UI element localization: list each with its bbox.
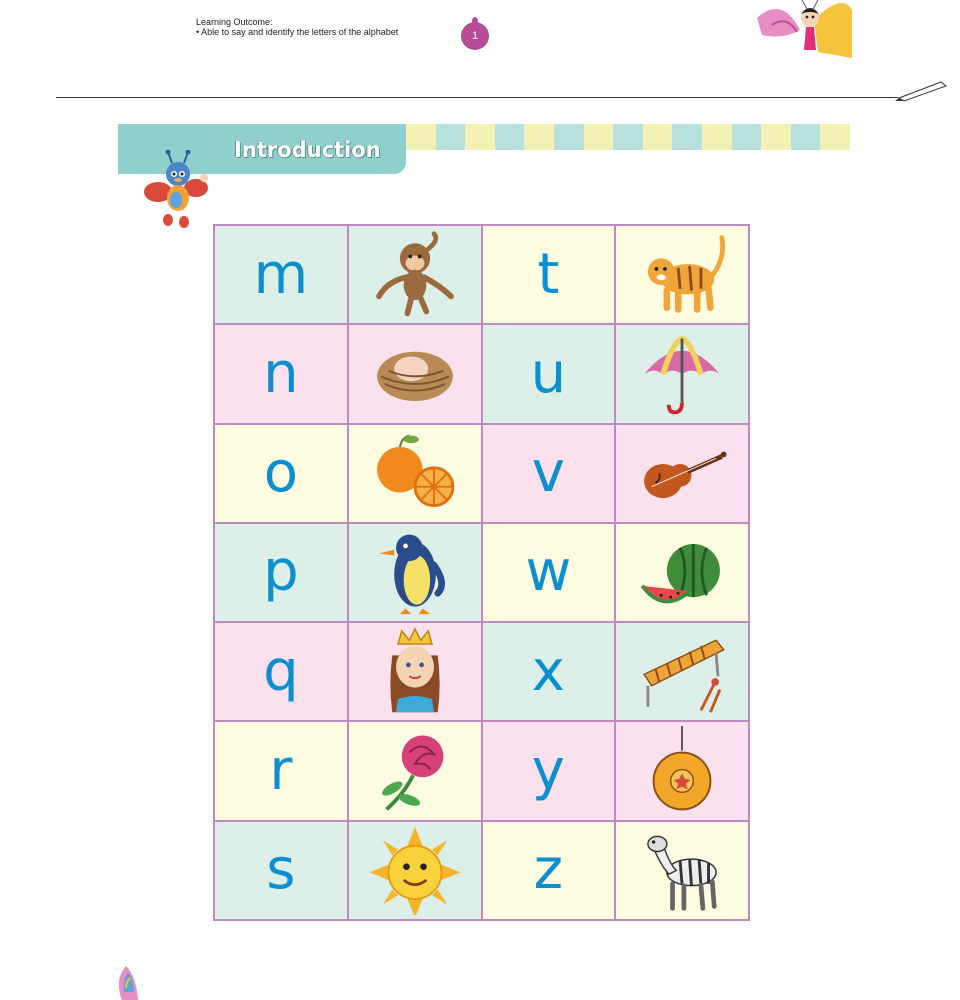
umbrella-icon [632,329,732,419]
banner-stripe [761,124,791,150]
letter-cell [214,424,348,523]
letter-cell [214,324,348,423]
banner-stripe [436,124,466,150]
picture-cell [615,324,749,423]
picture-cell [615,424,749,523]
banner-stripe [554,124,584,150]
picture-cell [615,821,749,920]
letter-cell [482,324,616,423]
alphabet-letter: t [537,241,560,307]
queen-icon [365,627,465,717]
letter-cell [482,622,616,721]
letter-cell [214,721,348,820]
banner-stripes [406,124,850,150]
alphabet-letter: o [263,440,298,506]
banner-stripe [524,124,554,150]
alphabet-letter: y [531,738,565,804]
letter-cell [214,523,348,622]
orange-icon [365,428,465,518]
section-title: Introduction [234,138,381,162]
page-number-badge [461,22,489,50]
banner-stripe [495,124,525,150]
header-rule [56,97,898,98]
learning-outcome-title: Learning Outcome: [196,17,273,27]
letter-cell [214,225,348,324]
banner-stripe [820,124,850,150]
sun-icon [365,825,465,915]
alphabet-letter: w [525,539,572,605]
banner-stripe [406,124,436,150]
learning-outcome [196,17,398,37]
tiger-icon [632,230,732,320]
picture-cell [615,225,749,324]
alphabet-letter: p [263,539,299,605]
letter-cell [482,721,616,820]
alphabet-letter: q [263,638,299,704]
violin-icon [632,428,732,518]
alphabet-letter: r [269,738,293,804]
letter-cell [482,225,616,324]
learning-outcome-bullet: • Able to say and identify the letters of the alphabet [196,27,399,37]
banner-stripe [791,124,821,150]
picture-cell [615,721,749,820]
yoyo-icon [632,726,732,816]
alphabet-letter: x [531,638,565,704]
penguin-icon [365,527,465,617]
letter-cell [482,821,616,920]
letter-cell [482,523,616,622]
picture-cell [348,721,482,820]
alphabet-grid [213,224,750,921]
banner-stripe [672,124,702,150]
alphabet-letter: z [533,837,564,903]
butterfly-icon [752,0,852,58]
monkey-icon [365,230,465,320]
ladybug-character-icon [140,150,212,230]
alphabet-letter: s [266,837,296,903]
picture-cell [615,622,749,721]
picture-cell [348,424,482,523]
banner-stripe [465,124,495,150]
alphabet-letter: n [263,340,299,406]
picture-cell [615,523,749,622]
page-number: 1 [471,30,479,42]
picture-cell [348,523,482,622]
picture-cell [348,622,482,721]
letter-cell [482,424,616,523]
banner-stripe [584,124,614,150]
banner-stripe [732,124,762,150]
alphabet-letter: v [531,440,565,506]
letter-cell [214,622,348,721]
banner-stripe [702,124,732,150]
watermelon-icon [632,527,732,617]
rose-icon [365,726,465,816]
alphabet-letter: m [253,241,309,307]
butterfly-icon [112,962,152,1000]
xylophone-icon [632,627,732,717]
alphabet-letter: u [530,340,567,406]
zebra-icon [632,825,732,915]
picture-cell [348,225,482,324]
letter-cell [214,821,348,920]
banner-stripe [613,124,643,150]
picture-cell [348,324,482,423]
banner-stripe [643,124,673,150]
picture-cell [348,821,482,920]
nest-icon [365,329,465,419]
pencil-icon [895,78,950,102]
